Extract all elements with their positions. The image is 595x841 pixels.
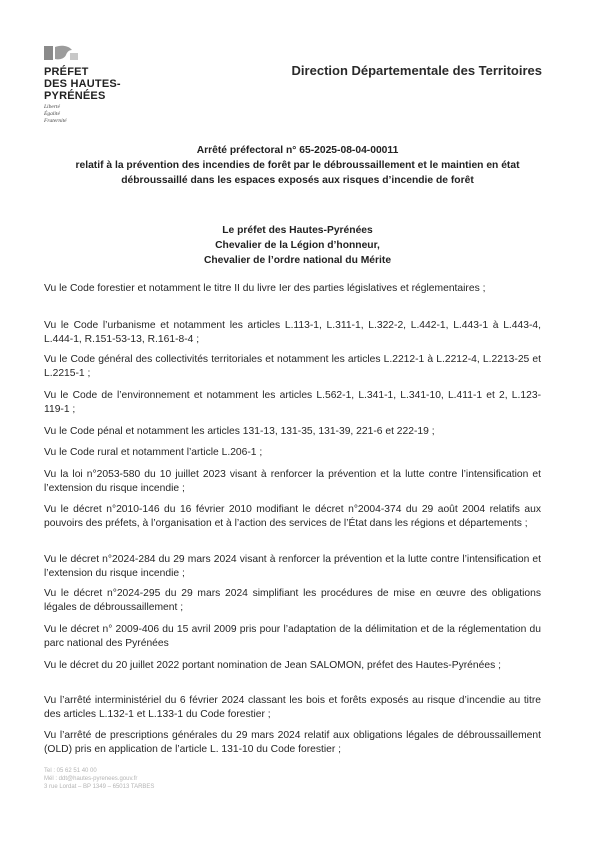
visa-paragraph: Vu l’arrêté de prescriptions générales du 29 mars 2024 relatif aux obligations légales de débroussaillement (OLD) pris en application de l’article L. 131-10 du Code forestier ; xyxy=(44,730,541,756)
direction-name: Direction Départementale des Territoires xyxy=(291,63,542,78)
visa-paragraph: Vu le décret du 20 juillet 2022 portant nomination de Jean SALOMON, préfet des Hautes-Pyrénées ; xyxy=(44,660,501,671)
marianne-icon xyxy=(44,44,78,62)
visa-paragraph: Vu le Code l’urbanisme et notamment les articles L.113-1, L.311-1, L.322-2, L.442-1, L.443-1 à L.443-4, L.444-1, R.151-53-13, R.161-8-4 ; xyxy=(44,320,541,346)
motto-line: Liberté xyxy=(44,104,60,110)
visa-paragraph: Vu le Code forestier et notamment le titre II du livre Ier des parties législatives et réglementaires ; xyxy=(44,283,486,294)
prefet-name: Le préfet des Hautes-Pyrénées xyxy=(222,225,373,236)
prefet-honour: Chevalier de la Légion d’honneur, xyxy=(215,240,380,251)
visa-paragraph: Vu le Code pénal et notamment les articles 131-13, 131-35, 131-39, 221-6 et 222-19 ; xyxy=(44,426,435,437)
decree-subject-line: débroussaillé dans les espaces exposés aux risques d’incendie de forêt xyxy=(121,175,474,186)
decree-title xyxy=(40,143,555,188)
visa-paragraph: Vu le Code général des collectivités territoriales et notamment les articles L.2212-1 à L.2212-4, L.2213-25 et L.2215-1 ; xyxy=(44,354,541,380)
prefecture-logo xyxy=(44,44,164,125)
contact-footer xyxy=(44,767,154,791)
motto-line: Fraternité xyxy=(44,118,67,124)
footer-email: Mél : ddt@hautes-pyrenees.gouv.fr xyxy=(44,776,138,782)
logo-line: DES HAUTES- xyxy=(44,78,121,90)
decree-subject-line: relatif à la prévention des incendies de forêt par le débroussaillement et le maintien en état xyxy=(75,160,520,171)
visa-paragraph: Vu l’arrêté interministériel du 6 février 2024 classant les bois et forêts exposés au risque d’incendie au titre des articles L.132-1 et L.133-1 du Code forestier ; xyxy=(44,695,541,721)
footer-address: 3 rue Lordat – BP 1349 – 65013 TARBES xyxy=(44,784,155,790)
logo-line: PRÉFET xyxy=(44,66,89,78)
decree-number: Arrêté préfectoral n° 65-2025-08-04-00011 xyxy=(196,145,399,156)
logo-line: PYRÉNÉES xyxy=(44,90,106,102)
visa-paragraph: Vu le décret n° 2009-406 du 15 avril 2009 pris pour l’adaptation de la délimitation et de la réglementation du parc national des Pyrénées xyxy=(44,624,541,650)
visa-paragraph: Vu le décret n°2010-146 du 16 février 2010 modifiant le décret n°2004-374 du 29 août 2004 relatifs aux pouvoirs des préfets, à l’organisation et à l’action des services de l’État dans les régions et départements ; xyxy=(44,504,541,530)
visa-paragraph: Vu le Code rural et notamment l’article L.206-1 ; xyxy=(44,447,263,458)
visa-paragraph: Vu le décret n°2024-295 du 29 mars 2024 simplifiant les procédures de mise en œuvre des obligations légales de débroussaillement ; xyxy=(44,588,541,614)
republic-motto xyxy=(44,104,164,125)
visa-paragraph: Vu le décret n°2024-284 du 29 mars 2024 visant à renforcer la prévention et la lutte contre l’intensification et l’extension du risque incendie ; xyxy=(44,554,541,580)
logo-title xyxy=(44,66,164,102)
footer-phone: Tel : 05 62 51 40 00 xyxy=(44,768,97,774)
visa-paragraph: Vu la loi n°2053-580 du 10 juillet 2023 visant à renforcer la prévention et la lutte contre l’intensification et l’extension du risque incendie ; xyxy=(44,469,541,495)
prefet-titles xyxy=(40,223,555,268)
visa-paragraph: Vu le Code de l’environnement et notamment les articles L.562-1, L.341-1, L.341-10, L.411-1 et 2, L.123-119-1 ; xyxy=(44,390,541,416)
motto-line: Égalité xyxy=(44,111,60,117)
prefet-honour: Chevalier de l’ordre national du Mérite xyxy=(203,255,392,266)
